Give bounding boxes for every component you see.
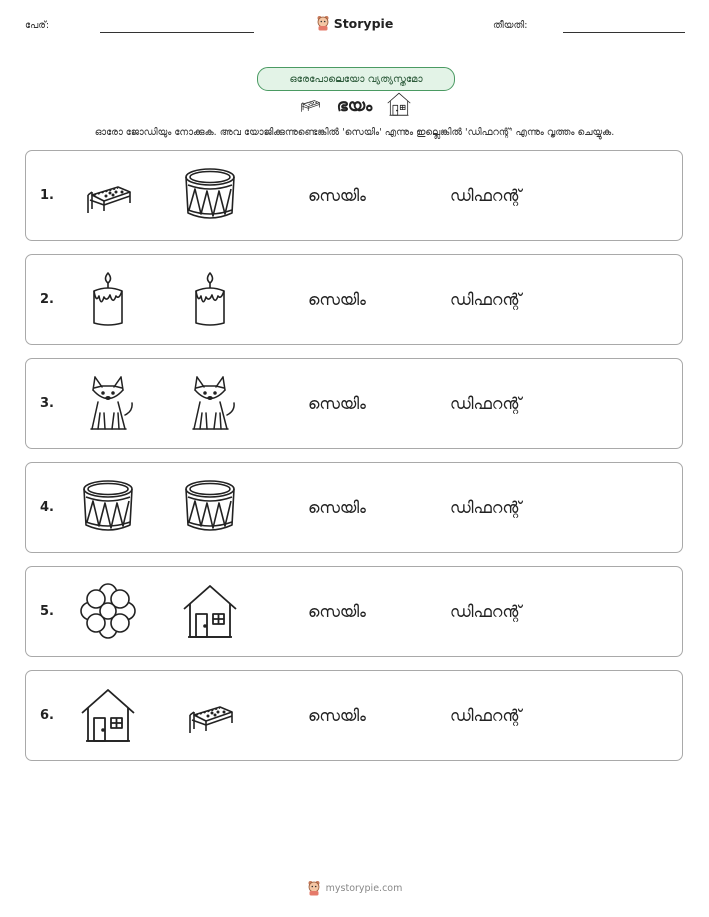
bed-icon [297,91,323,121]
storypie-mascot-icon [316,15,330,31]
candle-icon [180,269,240,329]
name-label: പേര്: [25,20,50,31]
brand-name: Storypie [333,15,394,31]
different-option[interactable]: ഡിഫറന്റ് [450,185,522,205]
exercise-card [25,150,683,241]
footer-url: mystorypie.com [325,882,403,894]
same-option[interactable]: സെയിം [308,705,366,725]
item-number: 6. [40,708,54,723]
different-option[interactable]: ഡിഫറന്റ് [450,393,522,413]
house-icon [386,91,412,121]
dog-icon [180,373,240,433]
item-number: 2. [40,292,54,307]
different-option[interactable]: ഡിഫറന്റ് [450,705,522,725]
house-icon [78,685,138,745]
different-option[interactable]: ഡിഫറന്റ് [450,289,522,309]
storypie-mascot-icon [307,880,321,896]
flower-icon [78,581,138,641]
same-option[interactable]: സെയിം [308,601,366,621]
date-label: തീയതി: [493,20,528,31]
different-option[interactable]: ഡിഫറന്റ് [450,601,522,621]
drum-icon [180,165,240,225]
same-option[interactable]: സെയിം [308,289,366,309]
same-option[interactable]: സെയിം [308,393,366,413]
footer [0,880,709,896]
exercise-card [25,670,683,761]
name-field[interactable] [100,32,254,33]
date-field[interactable] [563,32,685,33]
exercise-card [25,358,683,449]
bed-icon [180,685,240,745]
item-number: 1. [40,188,54,203]
brand-logo [0,15,709,31]
same-option[interactable]: സെയിം [308,497,366,517]
item-number: 4. [40,500,54,515]
candle-icon [78,269,138,329]
topic-row [0,92,709,120]
dog-icon [78,373,138,433]
drum-icon [78,477,138,537]
bed-icon [78,165,138,225]
item-number: 3. [40,396,54,411]
different-option[interactable]: ഡിഫറന്റ് [450,497,522,517]
house-icon [180,581,240,641]
item-number: 5. [40,604,54,619]
same-option[interactable]: സെയിം [308,185,366,205]
instruction-text: ഓരോ ജോഡിയും നോക്കുക. അവ യോജിക്കുന്നുണ്ടെങ്കിൽ 'സെയിം' എന്നും ഇല്ലെങ്കിൽ 'ഡിഫറന്റ്' എന്നും വൃത്തം ചെയ്യുക. [94,127,615,138]
exercise-card [25,254,683,345]
topic-word: ഭയം [336,96,373,116]
worksheet-type-badge: ഒരേപോലെയോ വ്യത്യസ്തമോ [257,67,455,91]
exercise-card [25,462,683,553]
exercise-card [25,566,683,657]
drum-icon [180,477,240,537]
